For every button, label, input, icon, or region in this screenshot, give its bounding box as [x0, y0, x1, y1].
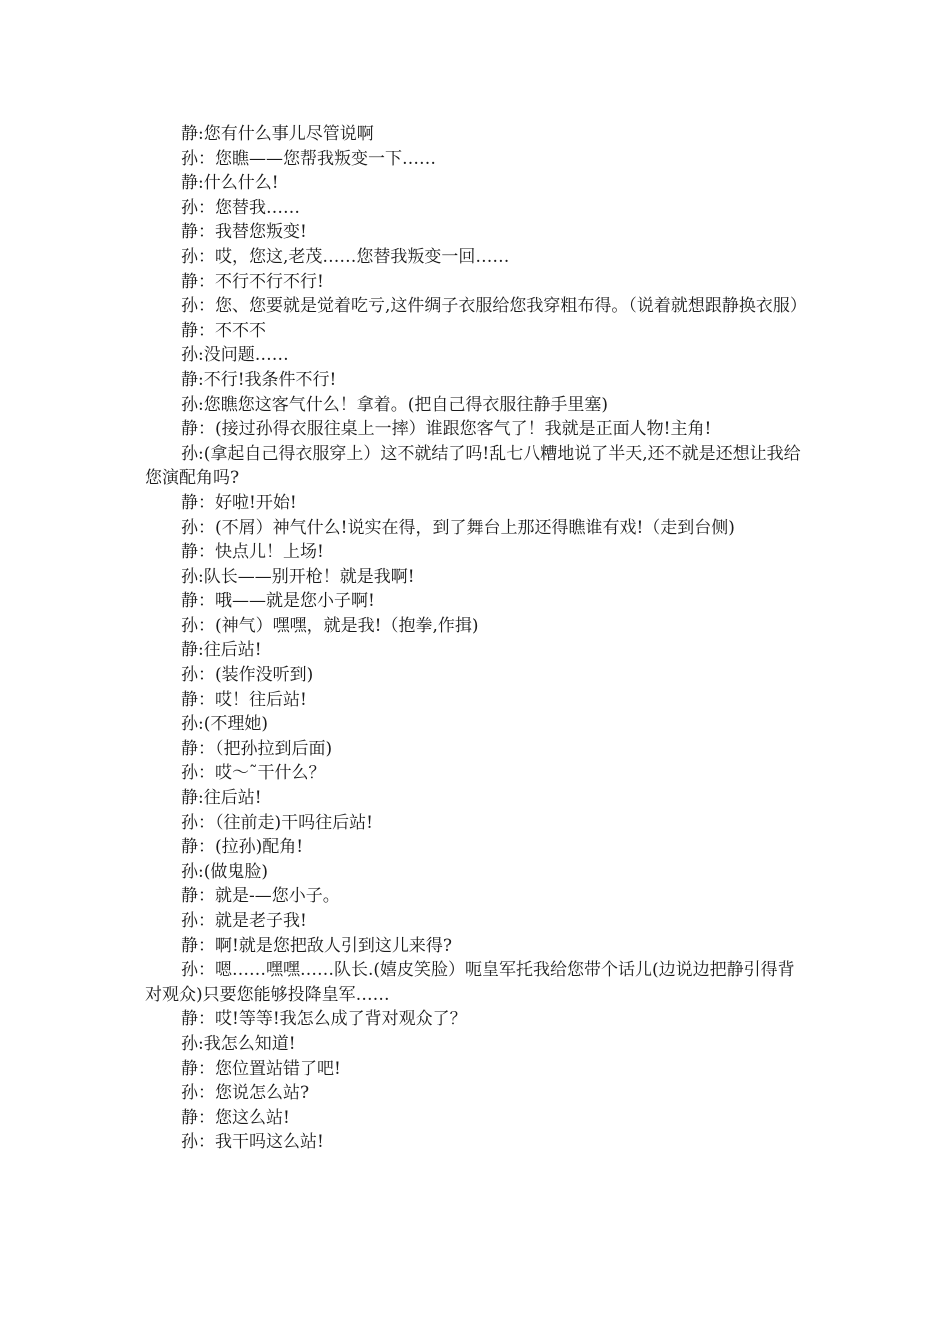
- dialogue-line: 静：哦——就是您小子啊!: [181, 591, 375, 612]
- dialogue-line: 孙:(不理她): [181, 714, 268, 735]
- dialogue-line: 孙：(神气）嘿嘿，就是我!（抱拳,作揖): [181, 615, 479, 636]
- dialogue-line: 孙:队长——别开枪！就是我啊!: [181, 566, 415, 587]
- dialogue-line: 孙：（往前走)干吗往后站!: [181, 812, 373, 833]
- dialogue-line: 静：您位置站错了吧!: [181, 1058, 341, 1079]
- dialogue-line: 孙:(拿起自己得衣服穿上）这不就结了吗!乱七八糟地说了半天,还不就是还想让我给您演配角吗?: [145, 443, 801, 489]
- dialogue-line: 静：（把孙拉到后面): [181, 738, 333, 759]
- dialogue-line: 孙:(做鬼脸): [181, 861, 268, 882]
- dialogue-line: 孙:您瞧您这客气什么！拿着。(把自己得衣服往静手里塞): [181, 394, 608, 415]
- script-document: [145, 122, 810, 1155]
- dialogue-line: 孙：您替我……: [181, 197, 300, 218]
- dialogue-line: 静:往后站!: [181, 640, 262, 661]
- dialogue-line: 孙：哎～˜干什么？: [181, 763, 326, 784]
- dialogue-line: 孙：您说怎么站?: [181, 1083, 310, 1104]
- dialogue-line: 静：哎!等等!我怎么成了背对观众了？: [181, 1009, 467, 1030]
- dialogue-line: 静：(接过孙得衣服往桌上一摔）谁跟您客气了！我就是正面人物!主角!: [181, 419, 712, 440]
- dialogue-line: 静：不不不: [181, 320, 266, 341]
- dialogue-line: 静:您有什么事儿尽管说啊: [181, 124, 374, 144]
- dialogue-line: 孙：(装作没听到): [181, 665, 314, 686]
- dialogue-line: 静：您这么站!: [181, 1107, 290, 1128]
- dialogue-line: 孙：就是老子我!: [181, 911, 307, 931]
- dialogue-line: 静：快点儿！上场!: [181, 542, 324, 563]
- dialogue-line: 孙：(不屑）神气什么!说实在得，到了舞台上那还得瞧谁有戏!（走到台侧): [181, 517, 735, 538]
- dialogue-line: 静：啊!就是您把敌人引到这儿来得?: [181, 935, 452, 956]
- dialogue-line: 孙:我怎么知道!: [181, 1033, 296, 1054]
- dialogue-line: 静：好啦!开始!: [181, 492, 297, 513]
- dialogue-line: 孙：您瞧——您帮我叛变一下……: [181, 148, 436, 169]
- dialogue-line: 静：我替您叛变!: [181, 222, 307, 243]
- dialogue-line: 孙：嗯……嘿嘿……队长.(嬉皮笑脸）呃皇军托我给您带个话儿(边说边把静引得背对观众)只要您能够投降皇军……: [145, 960, 795, 1005]
- dialogue-line: 孙：您、您要就是觉着吃亏,这件绸子衣服给您我穿粗布得。（说着就想跟静换衣服）: [181, 296, 807, 317]
- dialogue-line: 孙:没问题……: [181, 345, 289, 366]
- dialogue-line: 静：不行不行不行!: [181, 271, 324, 292]
- dialogue-line: 静：(拉孙)配角!: [181, 837, 304, 858]
- dialogue-line: 孙：哎，您这,老茂……您替我叛变一回……: [181, 246, 510, 267]
- dialogue-line: 静：就是-—您小子。: [181, 886, 340, 907]
- dialogue-line: 静：哎！往后站!: [181, 689, 307, 710]
- dialogue-line: 静:不行!我条件不行!: [181, 369, 337, 390]
- dialogue-line: 静:什么什么!: [181, 173, 279, 194]
- dialogue-line: 孙：我干吗这么站!: [181, 1132, 324, 1153]
- dialogue-line: 静:往后站!: [181, 788, 262, 809]
